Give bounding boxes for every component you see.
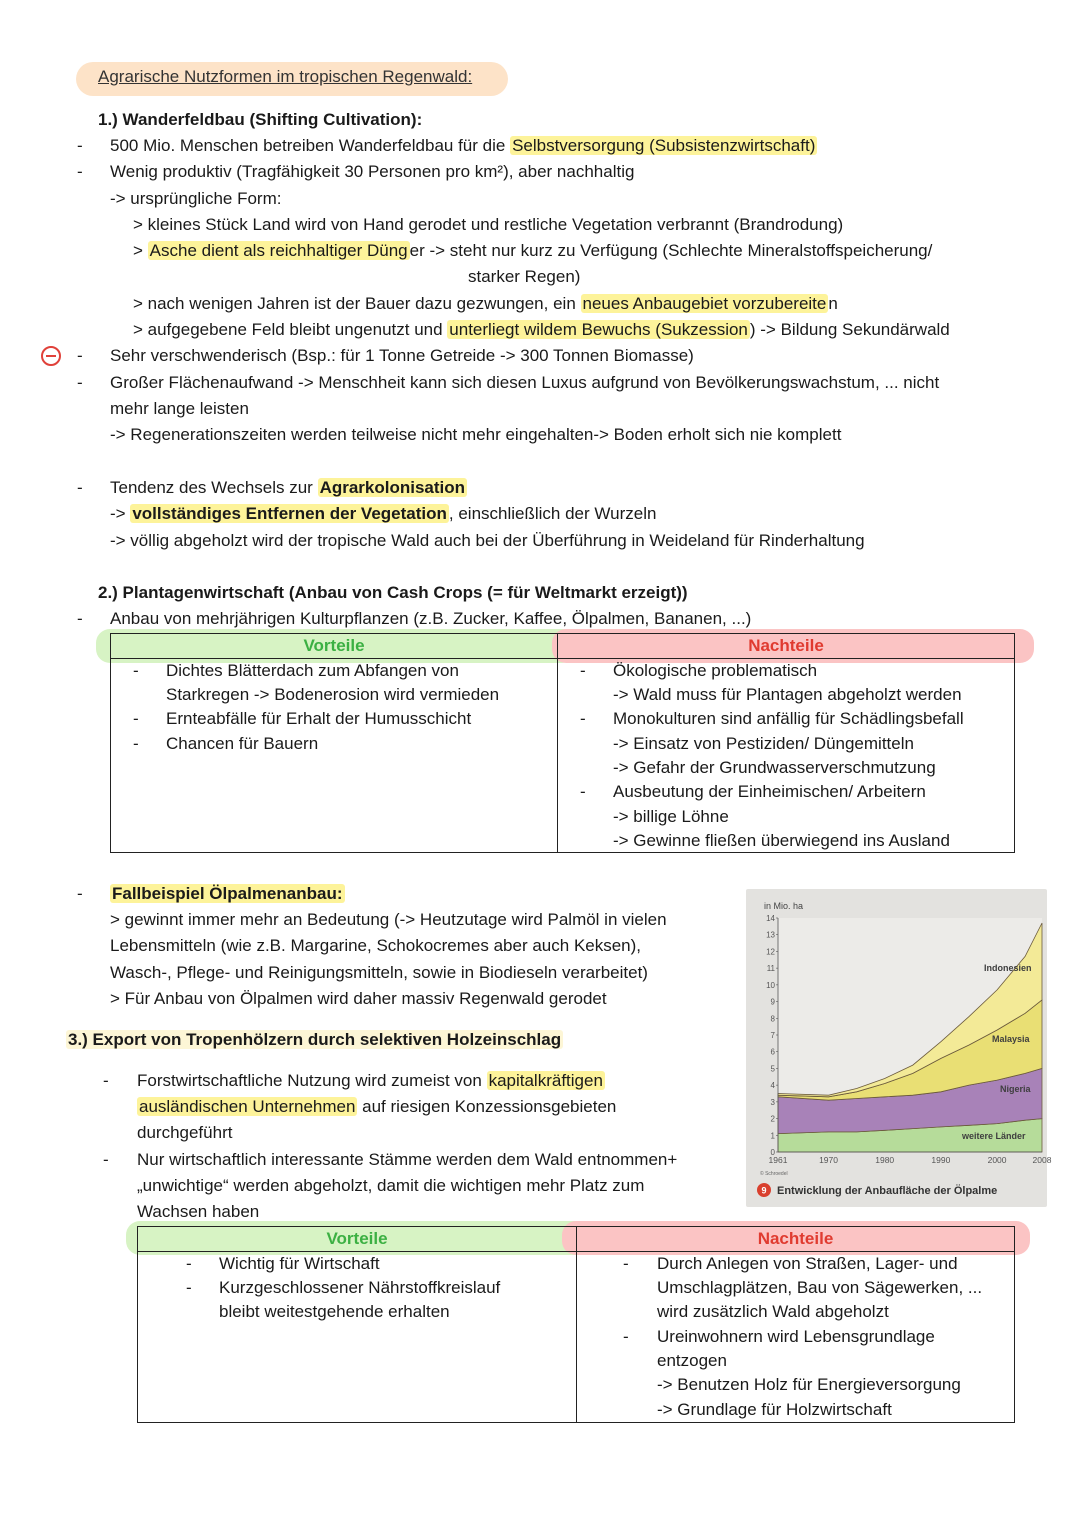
bullet-dash: - [77, 162, 83, 181]
series-label: Malaysia [992, 1034, 1030, 1044]
plantation-pros-cons-table: Vorteile Nachteile - Dichtes Blätterdach zum Abfangen von Starkregen -> Bodenerosion wird vermieden - Ernteabfälle für Erhalt der Humusschicht - Chancen für Bauern - Ökologische problematisch -> Wald muss für Plantagen abgeholzt werden - Monokulturen sind anfällig für Schädlingsbefall -> Einsatz von Pestiziden/ Düngemitteln -> Gefahr der Grundwasserverschmutzung - Ausbeutung der Einheimischen/ Arbeitern -> billige Löhne -> Gewinne fließen überwiegend ins Ausland [110, 633, 1015, 853]
bullet-dash: - [77, 373, 83, 392]
list-item: Ernteabfälle für Erhalt der Humusschicht [166, 709, 472, 728]
list-item: -> Einsatz von Pestiziden/ Düngemitteln [613, 734, 914, 753]
y-unit-label: in Mio. ha [764, 901, 804, 911]
x-tick-label: 1990 [931, 1155, 951, 1165]
series-label: Nigeria [1000, 1084, 1031, 1094]
y-tick-label: 5 [770, 1064, 775, 1074]
y-tick-label: 14 [766, 914, 775, 923]
y-tick-label: 9 [770, 997, 775, 1007]
x-tick-label: 1980 [875, 1155, 895, 1165]
y-tick-label: 1 [770, 1131, 775, 1141]
timber-pros-cons-table: Vorteile Nachteile - Wichtig für Wirtschaft - Kurzgeschlossener Nährstoffkreislauf bleibt weitestgehende erhalten - Durch Anlegen von Straßen, Lager- und Umschlagplätzen, Bau von Sägewerken, ... wird zusätzlich Wald abgeholzt - Ureinwohnern wird Lebensgrundlage entzogen -> Benutzen Holz für Energieversorgung -> Grundlage für Holzwirtschaft [137, 1226, 1015, 1423]
list-item: -> Benutzen Holz für Energieversorgung [657, 1375, 961, 1394]
list-item: -> Gefahr der Grundwasserverschmutzung [613, 758, 936, 777]
list-item: entzogen [657, 1351, 727, 1370]
bullet-dash: - [103, 1071, 109, 1090]
page-title: Agrarische Nutzformen im tropischen Regenwald: [98, 67, 473, 86]
chart-caption: Entwicklung der Anbaufläche der Ölpalme [777, 1185, 998, 1197]
vorteile-header: Vorteile [326, 1229, 388, 1248]
series-label: Indonesien [984, 963, 1032, 973]
chart-svg [746, 889, 1052, 1207]
list-item: Chancen für Bauern [166, 734, 319, 753]
figure-number: 9 [761, 1185, 767, 1196]
list-item: Dichtes Blätterdach zum Abfangen von [166, 661, 459, 680]
bullet-dash: - [77, 609, 83, 628]
y-tick-label: 8 [770, 1014, 775, 1024]
section2-heading: 2.) Plantagenwirtschaft (Anbau von Cash Crops (= für Weltmarkt erzeigt)) [98, 583, 688, 602]
list-item: Kurzgeschlossener Nährstoffkreislauf [219, 1278, 501, 1297]
s1-line-7: > nach wenigen Jahren ist der Bauer dazu gezwungen, ein neues Anbaugebiet vorzubereite n [133, 294, 838, 313]
credit-label: © Schroedel [760, 1171, 788, 1177]
s1-line-12: -> Regenerationszeiten werden teilweise nicht mehr eingehalten-> Boden erholt sich nie komplett [110, 425, 842, 444]
s1-line-2: Wenig produktiv (Tragfähigkeit 30 Personen pro km²), aber nachhaltig [110, 162, 635, 181]
list-item: Durch Anlegen von Straßen, Lager- und [657, 1254, 958, 1273]
s1-line-6: starker Regen) [468, 267, 581, 286]
s2-line-1: Anbau von mehrjährigen Kulturpflanzen (z.B. Zucker, Kaffee, Ölpalmen, Bananen, ...) [110, 609, 752, 628]
s3-line-4: Nur wirtschaftlich interessante Stämme werden dem Wald entnommen+ [137, 1150, 678, 1169]
list-item: -> Grundlage für Holzwirtschaft [657, 1400, 892, 1419]
s1-line-8: > aufgegebene Feld bleibt ungenutzt und unterliegt wildem Bewuchs (Sukzession ) -> Bildung Sekundärwald [133, 320, 950, 339]
bullet-dash: - [77, 136, 83, 155]
list-item: Ureinwohnern wird Lebensgrundlage [657, 1327, 935, 1346]
s3-line-1: Forstwirtschaftliche Nutzung wird zumeist von kapitalkräftigen [137, 1071, 603, 1090]
vorteile-header: Vorteile [303, 636, 365, 655]
case-heading: Fallbeispiel Ölpalmenanbau: [112, 884, 343, 903]
s1-line-15: -> völlig abgeholzt wird der tropische Wald auch bei der Überführung in Weideland für Rinderhaltung [110, 531, 865, 550]
s1-line-4: > kleines Stück Land wird von Hand gerodet und restliche Vegetation verbrannt (Brandrodung) [133, 215, 844, 234]
section1-heading: 1.) Wanderfeldbau (Shifting Cultivation): [98, 110, 423, 129]
bullet-dash: - [77, 346, 83, 365]
section3-heading: 3.) Export von Tropenhölzern durch selektiven Holzeinschlag [68, 1030, 562, 1049]
case-line-2: Lebensmitteln (wie z.B. Margarine, Schokocremes aber auch Keksen), [110, 936, 642, 955]
y-tick-label: 0 [770, 1148, 775, 1157]
y-tick-label: 10 [766, 980, 775, 990]
s1-line-5: > Asche dient als reichhaltiger Düng er -> steht nur kurz zu Verfügung (Schlechte Mineralstoffspeicherung/ [133, 241, 933, 260]
bullet-dash: - [77, 478, 83, 497]
s3-line-2: ausländischen Unternehmen auf riesigen Konzessionsgebieten [139, 1097, 617, 1116]
y-tick-label: 13 [766, 930, 775, 940]
y-tick-label: 11 [766, 964, 775, 974]
list-item: Umschlagplätzen, Bau von Sägewerken, ... [657, 1278, 983, 1297]
list-item: bleibt weitestgehende erhalten [219, 1302, 450, 1321]
y-tick-label: 6 [770, 1047, 775, 1057]
y-tick-label: 12 [766, 947, 775, 957]
s1-line-3: -> ursprüngliche Form: [110, 189, 282, 208]
s3-line-6: Wachsen haben [137, 1202, 260, 1221]
list-item: -> Gewinne fließen überwiegend ins Ausland [613, 831, 950, 850]
case-line-4: > Für Anbau von Ölpalmen wird daher massiv Regenwald gerodet [110, 989, 607, 1008]
bullet-dash: - [77, 884, 83, 903]
s1-line-14: -> vollständiges Entfernen der Vegetation , einschließlich der Wurzeln [110, 504, 657, 523]
list-item: -> Wald muss für Plantagen abgeholzt werden [613, 685, 962, 704]
x-tick-label: 2000 [987, 1155, 1007, 1165]
case-line-3: Wasch-, Pflege- und Reinigungsmitteln, sowie in Biodieseln verarbeitet) [110, 963, 648, 982]
s1-line-9: Sehr verschwenderisch (Bsp.: für 1 Tonne Getreide -> 300 Tonnen Biomasse) [110, 346, 694, 365]
list-item: wird zusätzlich Wald abgeholzt [657, 1302, 889, 1321]
x-tick-label: 1970 [819, 1155, 839, 1165]
list-item: Ökologische problematisch [613, 661, 818, 680]
list-item: Starkregen -> Bodenerosion wird vermieden [166, 685, 500, 704]
nachteile-header: Nachteile [757, 1229, 834, 1248]
case-line-1: > gewinnt immer mehr an Bedeutung (-> Heutzutage wird Palmöl in vielen [110, 910, 667, 929]
s1-line-1: 500 Mio. Menschen betreiben Wanderfeldbau für die Selbstversorgung (Subsistenzwirtschaft) [110, 136, 816, 155]
y-tick-label: 2 [770, 1114, 775, 1124]
s3-line-5: „unwichtige“ werden abgeholzt, damit die wichtigen mehr Platz zum [137, 1176, 645, 1195]
s3-line-3: durchgeführt [137, 1123, 233, 1142]
series-label: weitere Länder [962, 1131, 1026, 1141]
y-tick-label: 7 [770, 1031, 775, 1040]
y-tick-label: 3 [770, 1097, 775, 1107]
oil-palm-chart [746, 889, 1052, 1207]
minus-circle-icon [41, 346, 61, 366]
y-tick-label: 4 [770, 1081, 775, 1091]
s1-line-11: mehr lange leisten [110, 399, 249, 418]
bullet-dash: - [103, 1150, 109, 1169]
list-item: Monokulturen sind anfällig für Schädlingsbefall [613, 709, 964, 728]
list-item: -> billige Löhne [613, 807, 729, 826]
x-tick-label: 2008 [1032, 1155, 1052, 1165]
x-tick-label: 1961 [768, 1155, 788, 1165]
list-item: Ausbeutung der Einheimischen/ Arbeitern [613, 782, 926, 801]
s1-line-13: Tendenz des Wechsels zur Agrarkolonisation [110, 478, 466, 497]
s1-line-10: Großer Flächenaufwand -> Menschheit kann sich diesen Luxus aufgrund von Bevölkerungswachstum, ... nicht [110, 373, 940, 392]
nachteile-header: Nachteile [748, 636, 824, 655]
list-item: Wichtig für Wirtschaft [219, 1254, 380, 1273]
